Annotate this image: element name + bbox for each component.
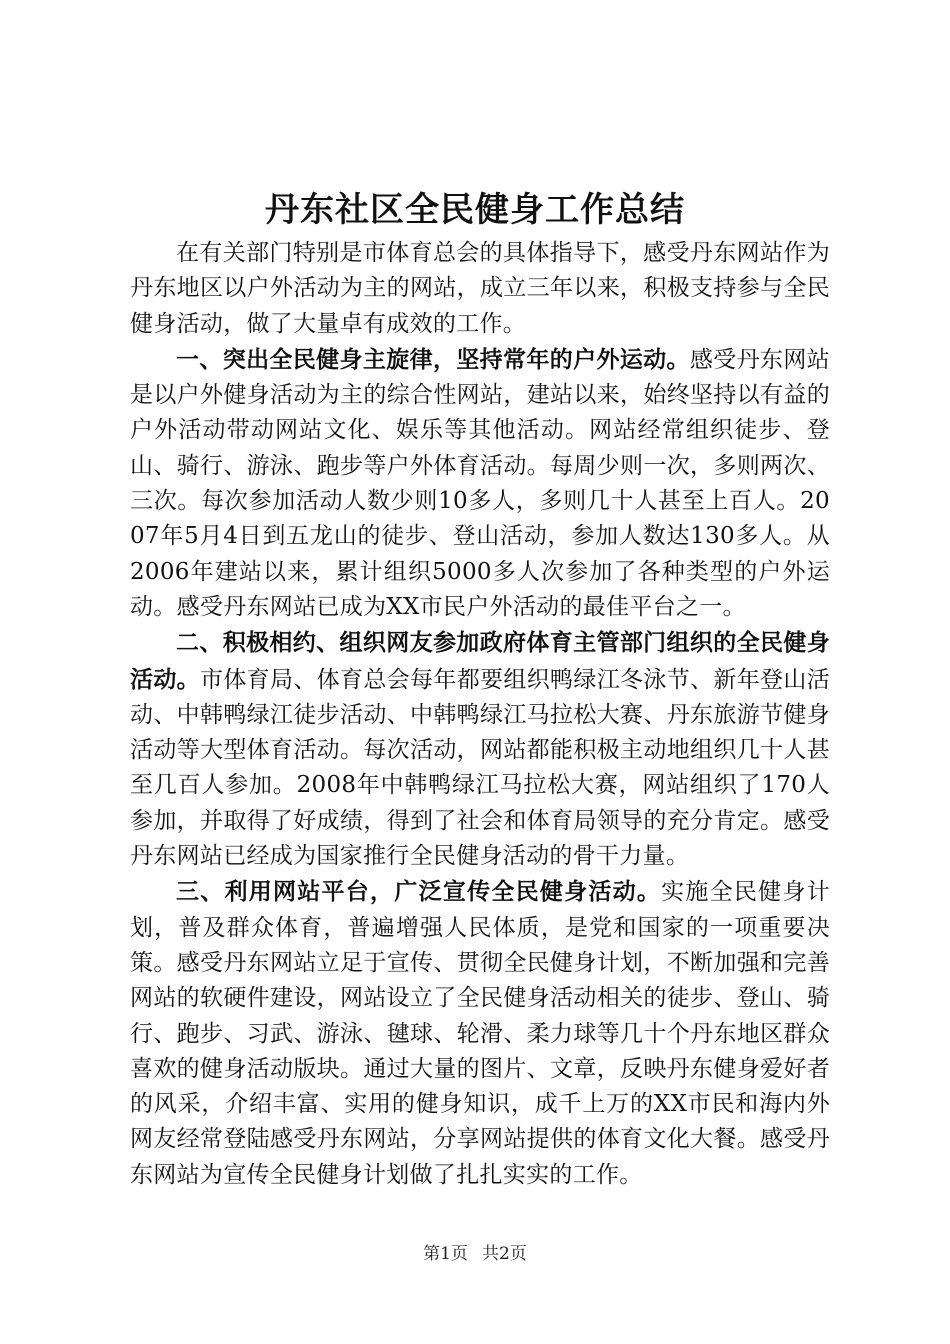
- section-one-paragraph: [130, 342, 830, 625]
- intro-paragraph: [130, 236, 830, 342]
- section-two-heading: 二、积极相约、组织网友参加政府体育主管部门组织的全民健身活动。: [130, 629, 830, 693]
- section-three-heading: 三、利用网站平台，广泛宣传全民健身活动。: [176, 878, 662, 906]
- paragraph-text: 实施全民健身计划，普及群众体育，普遍增强人民体质，是党和国家的一项重要决策。感受丹东网站立足于宣传、贯彻全民健身计划，不断加强和完善网站的软硬件建设，网站设立了全民健身活动相关的徒步、登山、骑行、跑步、习武、游泳、毽球、轮滑、柔力球等几十个丹东地区群众喜欢的健身活动版块。通过大量的图片、文章，反映丹东健身爱好者的风采，介绍丰富、实用的健身知识，成千上万的XX市民和海内外网友经常登陆感受丹东网站，分享网站提供的体育文化大餐。感受丹东网站为宣传全民健身计划做了扎扎实实的工作。: [130, 879, 831, 1188]
- page-footer: [0, 1242, 950, 1266]
- page-number: 第1页: [423, 1244, 468, 1264]
- paragraph-text: 市体育局、体育总会每年都要组织鸭绿江冬泳节、新年登山活动、中韩鸭绿江徒步活动、中韩鸭绿江马拉松大赛、丹东旅游节健身活动等大型体育活动。每次活动，网站都能积极主动地组织几十人甚至几百人参加。2008年中韩鸭绿江马拉松大赛，网站组织了170人参加，并取得了好成绩，得到了社会和体育局领导的充分肯定。感受丹东网站已经成为国家推行全民健身活动的骨干力量。: [130, 666, 830, 870]
- page-total: 共2页: [482, 1244, 527, 1264]
- paragraph-text: 感受丹东网站是以户外健身活动为主的综合性网站，建站以来，始终坚持以有益的户外活动带动网站文化、娱乐等其他活动。网站经常组织徒步、登山、骑行、游泳、跑步等户外体育活动。每周少则一次，多则两次、三次。每次参加活动人数少则10多人，多则几十人甚至上百人。2007年5月4日到五龙山的徒步、登山活动，参加人数达130多人。从2006年建站以来，累计组织5000多人次参加了各种类型的户外运动。感受丹东网站已成为XX市民户外活动的最佳平台之一。: [130, 346, 830, 620]
- section-three-paragraph: [130, 874, 830, 1193]
- section-one-heading: 一、突出全民健身主旋律，坚持常年的户外运动。: [176, 345, 690, 373]
- paragraph-text: 在有关部门特别是市体育总会的具体指导下，感受丹东网站作为丹东地区以户外活动为主的网站，成立三年以来，积极支持参与全民健身活动，做了大量卓有成效的工作。: [130, 240, 830, 337]
- section-two-paragraph: [130, 625, 830, 874]
- document-body: [130, 236, 830, 1193]
- document-title: 丹东社区全民健身工作总结: [265, 190, 685, 230]
